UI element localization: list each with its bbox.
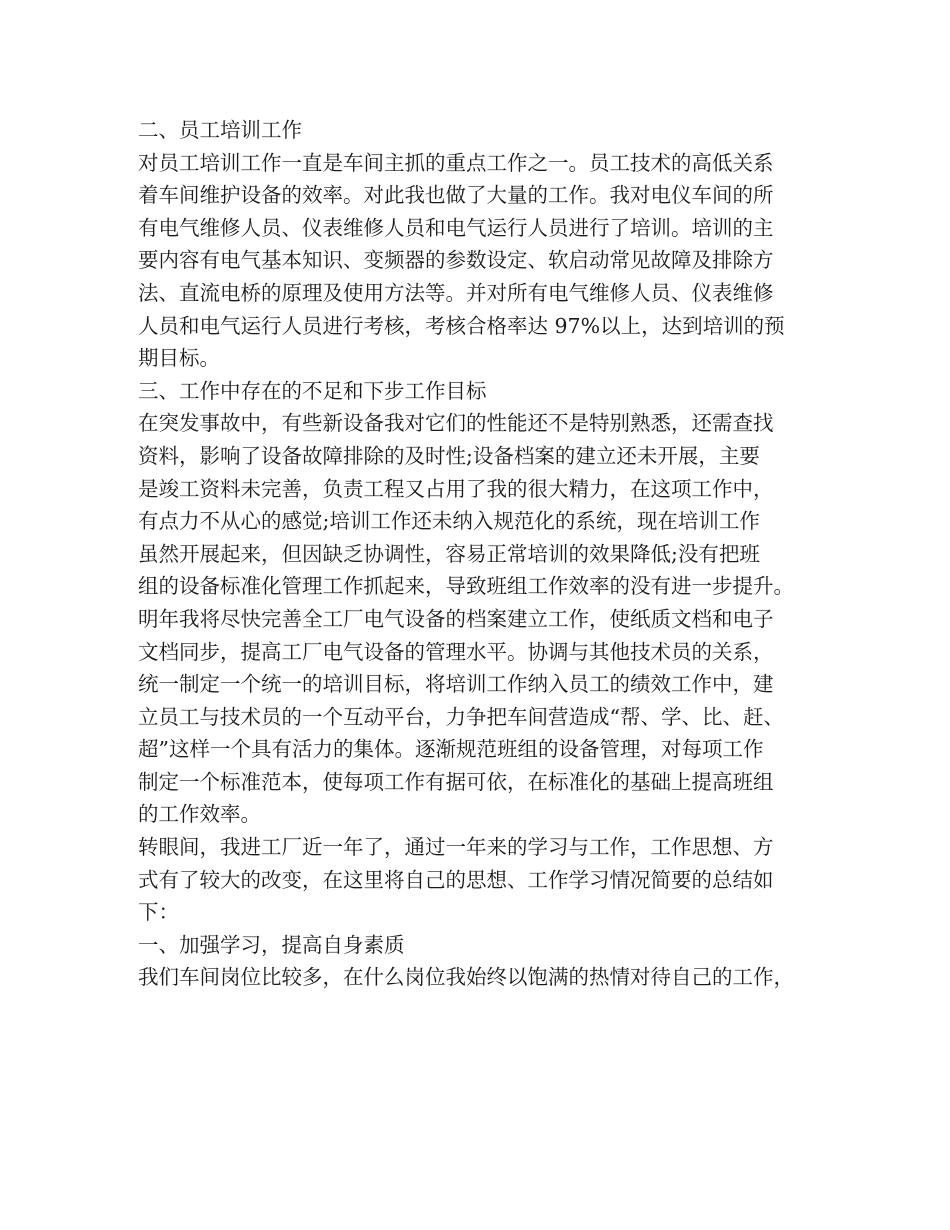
paragraph-line: 资料，影响了设备故障排除的及时性;设备档案的建立还未开展，主要 [138, 443, 760, 468]
paragraph-line: 期目标。 [138, 346, 220, 371]
paragraph-line: 式有了较大的改变，在这里将自己的思想、工作学习情况简要的总结如 [138, 867, 774, 892]
paragraph-line: 法、直流电桥的原理及使用方法等。并对所有电气维修人员、仪表维修 [138, 280, 774, 305]
paragraph-line: 立员工与技术员的一个互动平台，力争把车间营造成“帮、学、比、赶、 [138, 704, 784, 729]
paragraph-line: 下： [138, 900, 179, 925]
paragraph-line: 虽然开展起来，但因缺乏协调性，容易正常培训的效果降低;没有把班 [138, 541, 760, 566]
paragraph-line: 我们车间岗位比较多，在什么岗位我始终以饱满的热情对待自己的工作， [138, 965, 794, 990]
section-heading: 三、工作中存在的不足和下步工作目标 [138, 378, 487, 403]
paragraph-line: 有点力不从心的感觉;培训工作还未纳入规范化的系统，现在培训工作 [138, 509, 760, 534]
paragraph-line: 着车间维护设备的效率。对此我也做了大量的工作。我对电仪车间的所 [138, 183, 774, 208]
section-heading: 一、加强学习，提高自身素质 [138, 932, 405, 957]
paragraph-line: 有电气维修人员、仪表维修人员和电气运行人员进行了培训。培训的主 [138, 215, 774, 240]
section-heading: 二、员工培训工作 [138, 118, 302, 142]
paragraph-line: 文档同步，提高工厂电气设备的管理水平。协调与其他技术员的关系， [138, 639, 774, 664]
paragraph-line: 的工作效率。 [138, 802, 261, 827]
paragraph-line: 在突发事故中，有些新设备我对它们的性能还不是特别熟悉，还需查找 [138, 411, 774, 436]
paragraph-line: 是竣工资料未完善，负责工程又占用了我的很大精力，在这项工作中， [138, 476, 774, 501]
paragraph-line: 统一制定一个统一的培训目标，将培训工作纳入员工的绩效工作中，建 [138, 672, 774, 697]
paragraph-line: 制定一个标准范本，使每项工作有据可依，在标准化的基础上提高班组 [138, 769, 774, 794]
paragraph-line: 人员和电气运行人员进行考核，考核合格率达 97%以上，达到培训的预 [138, 313, 785, 338]
paragraph-line: 超”这样一个具有活力的集体。逐渐规范班组的设备管理，对每项工作 [138, 737, 764, 762]
paragraph-line: 对员工培训工作一直是车间主抓的重点工作之一。员工技术的高低关系 [138, 150, 774, 175]
paragraph-line: 明年我将尽快完善全工厂电气设备的档案建立工作，使纸质文档和电子 [138, 606, 774, 631]
paragraph-line: 转眼间，我进工厂近一年了，通过一年来的学习与工作，工作思想、方 [138, 835, 774, 860]
paragraph-line: 要内容有电气基本知识、变频器的参数设定、软启动常见故障及排除方 [138, 248, 774, 273]
paragraph-line: 组的设备标准化管理工作抓起来，导致班组工作效率的没有进一步提升。 [138, 574, 794, 599]
document-body [138, 114, 838, 994]
